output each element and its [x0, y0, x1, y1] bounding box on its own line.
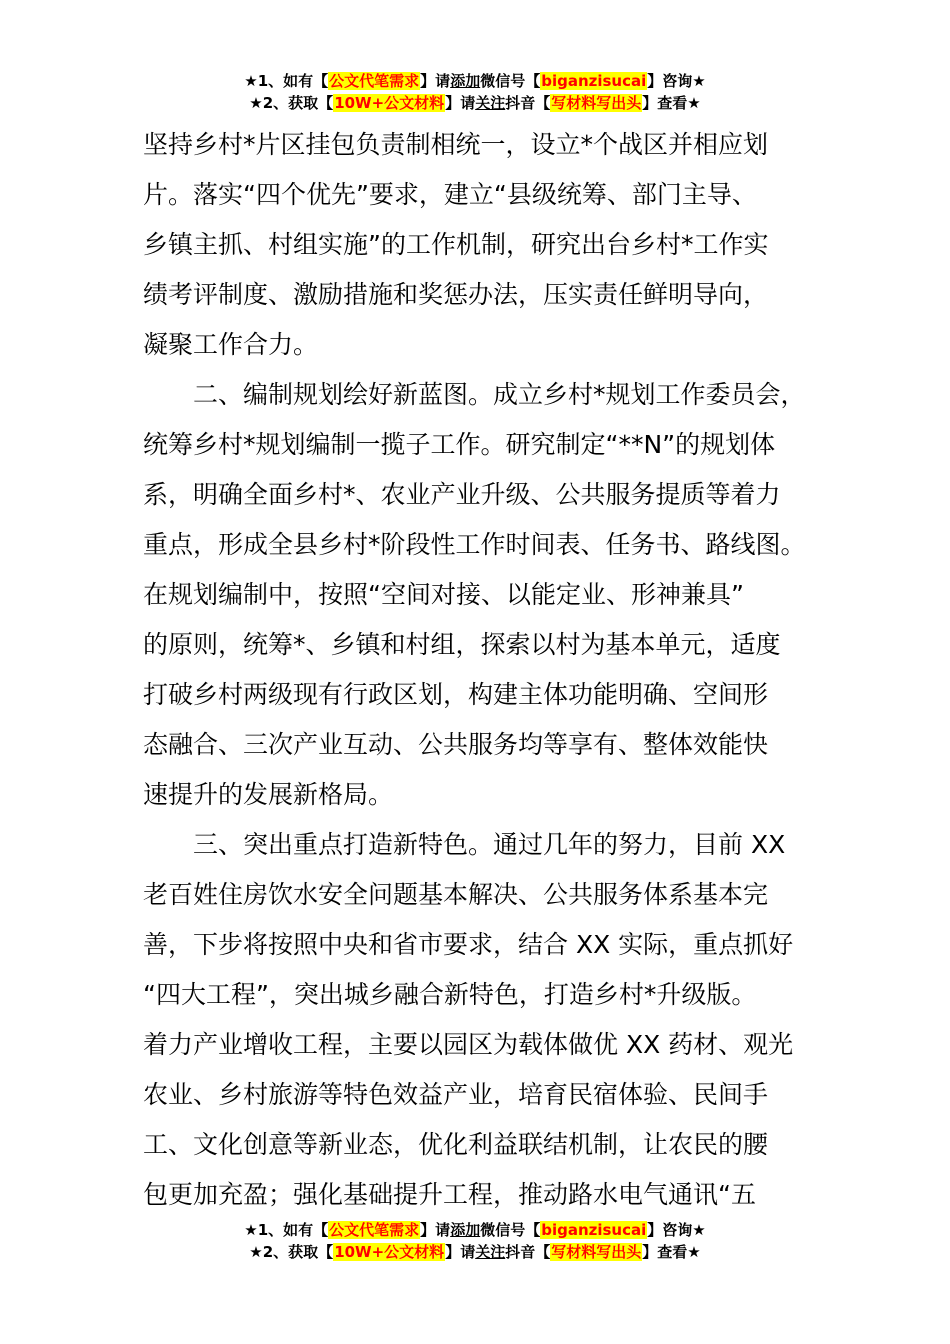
body-line: 打破乡村两级现有行政区划，构建主体功能明确、空间形 [143, 680, 769, 709]
banner-text: 微信号【 [480, 1221, 541, 1239]
body-line: 着力产业增收工程，主要以园区为载体做优 XX 药材、观光 [143, 1030, 794, 1059]
banner-highlight: 公文代笔需求 [329, 72, 420, 90]
body-line: 乡镇主抓、村组实施”的工作机制，研究出台乡村*工作实 [143, 230, 769, 259]
banner-text: 微信号【 [480, 72, 541, 90]
banner-text: 】请 [445, 1243, 476, 1261]
body-line: 包更加充盈；强化基础提升工程，推动路水电气通讯“五 [143, 1180, 756, 1209]
body-line: 在规划编制中，按照“空间对接、以能定业、形神兼具” [143, 580, 744, 609]
body-line: 态融合、三次产业互动、公共服务均等享有、整体效能快 [143, 730, 769, 759]
banner-highlight: 10W+公文材料 [334, 94, 445, 112]
banner-highlight: 写材料写出头 [551, 94, 642, 112]
banner-text: ★2、获取【 [249, 1243, 334, 1261]
banner-text: ★1、如有【 [244, 1221, 329, 1239]
banner-highlight: biganzisucai [541, 72, 647, 90]
banner-text: 】请 [420, 1221, 451, 1239]
banner-text: ★2、获取【 [249, 94, 334, 112]
banner-highlight: biganzisucai [541, 1221, 647, 1239]
body-line: 的原则，统筹*、乡镇和村组，探索以村为基本单元，适度 [143, 630, 781, 659]
banner-emphasis: 关注 [475, 1243, 506, 1261]
banner-highlight: 写材料写出头 [551, 1243, 642, 1261]
banner-highlight: 10W+公文材料 [334, 1243, 445, 1261]
banner-line-1 [0, 1219, 950, 1241]
banner-text: 】请 [445, 94, 476, 112]
body-line: 系，明确全面乡村*、农业产业升级、公共服务提质等着力 [143, 480, 781, 509]
banner-line-1 [0, 70, 950, 92]
banner-text: 】请 [420, 72, 451, 90]
banner-emphasis: 添加 [450, 72, 481, 90]
body-line: 绩考评制度、激励措施和奖惩办法，压实责任鲜明导向， [143, 280, 769, 309]
banner-line-2 [0, 1241, 950, 1263]
banner-highlight: 公文代笔需求 [329, 1221, 420, 1239]
footer-banner [0, 1219, 950, 1263]
section-heading-line: 二、编制规划绘好新蓝图。成立乡村*规划工作委员会， [143, 380, 806, 409]
banner-line-2 [0, 92, 950, 114]
body-line: 老百姓住房饮水安全问题基本解决、公共服务体系基本完 [143, 880, 769, 909]
body-line: 片。落实“四个优先”要求，建立“县级统筹、部门主导、 [143, 180, 757, 209]
banner-text: 】查看★ [642, 94, 701, 112]
banner-text: 】咨询★ [647, 1221, 706, 1239]
body-line: 凝聚工作合力。 [143, 330, 319, 359]
banner-emphasis: 添加 [450, 1221, 481, 1239]
body-line: 农业、乡村旅游等特色效益产业，培育民宿体验、民间手 [143, 1080, 769, 1109]
body-line: 速提升的发展新格局。 [143, 780, 394, 809]
body-line: “四大工程”，突出城乡融合新特色，打造乡村*升级版。 [143, 980, 757, 1009]
banner-text: 】咨询★ [647, 72, 706, 90]
banner-text: 抖音【 [505, 1243, 551, 1261]
banner-text: 抖音【 [505, 94, 551, 112]
section-heading-line: 三、突出重点打造新特色。通过几年的努力，目前 XX [143, 830, 786, 859]
banner-text: 】查看★ [642, 1243, 701, 1261]
body-line: 工、文化创意等新业态，优化利益联结机制，让农民的腰 [143, 1130, 769, 1159]
header-banner [0, 70, 950, 114]
document-body [143, 120, 823, 1220]
body-line: 坚持乡村*片区挂包负责制相统一，设立*个战区并相应划 [143, 130, 769, 159]
banner-emphasis: 关注 [475, 94, 506, 112]
banner-text: ★1、如有【 [244, 72, 329, 90]
body-line: 重点，形成全县乡村*阶段性工作时间表、任务书、路线图。 [143, 530, 806, 559]
body-line: 善，下步将按照中央和省市要求，结合 XX 实际，重点抓好 [143, 930, 794, 959]
body-line: 统筹乡村*规划编制一揽子工作。研究制定“**N”的规划体 [143, 430, 776, 459]
